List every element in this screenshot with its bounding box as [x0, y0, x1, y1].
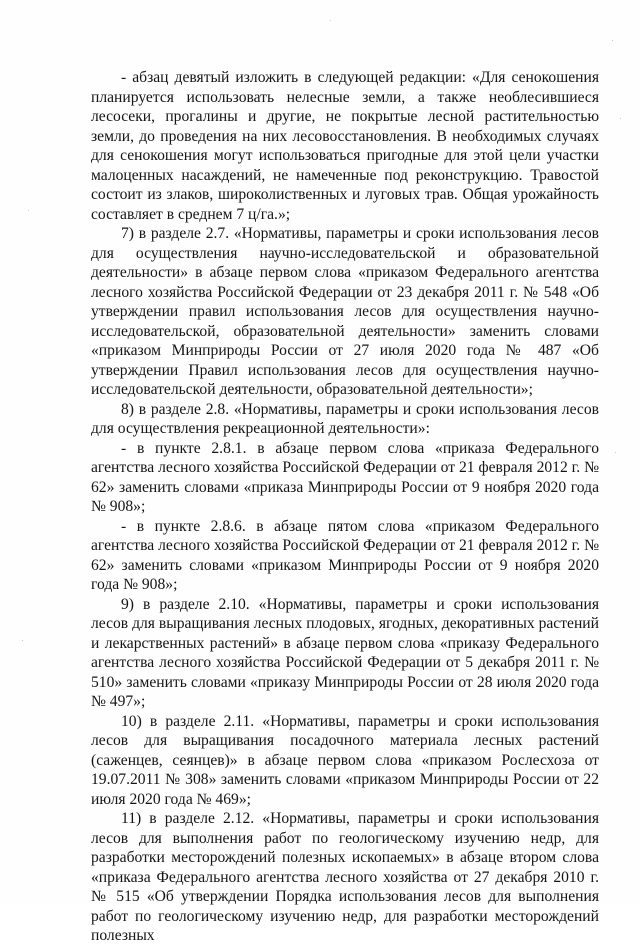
document-body: [91, 68, 599, 946]
scan-speck: [612, 40, 613, 41]
scan-speck: [28, 210, 29, 211]
paragraph-clause-2-8-6: - в пункте 2.8.6. в абзаце пятом слова «приказом Федерального агентства лесного хозяйства Российской Федерации от 21 февраля 2012 г. № 62» заменить словами «приказом Минприроды России от 9 ноября 2020 года № 908»;: [91, 517, 599, 593]
paragraph-item-11-section-2-12: 11) в разделе 2.12. «Нормативы, параметры и сроки использования лесов для выполнения работ по геологическому изучению недр, для разработки месторождений полезных ископаемых» в абзаце втором слова «приказа Федерального агентства лесного хозяйства от 27 декабря 2010 г. № 515 «Об утверждении Порядка использования лесов для выполнения работ по геологическому изучению недр, для разработки месторождений полезных: [91, 810, 599, 944]
paragraph-item-7-section-2-7: 7) в разделе 2.7. «Нормативы, параметры и сроки использования лесов для осуществления научно-исследовательской и образовательной деятельности» в абзаце первом слова «приказом Федерального агентства лесного хозяйства Российской Федерации от 23 декабря 2011 г. № 548 «Об утверждении правил использования лесов для осуществления научно-исследовательской, образовательной деятельности» заменить словами «приказом Минприроды России от 27 июля 2020 года № 487 «Об утверждении Правил использования лесов для осуществления научно-исследовательской деятельности, образовательной деятельности»;: [91, 225, 599, 398]
paragraph-clause-2-8-1: - в пункте 2.8.1. в абзаце первом слова «приказа Федерального агентства лесного хозяйства Российской Федерации от 21 февраля 2012 г. № 62» заменить словами «приказа Минприроды России от 9 ноября 2020 года № 908»;: [91, 439, 599, 515]
scan-speck: [22, 640, 23, 641]
scan-speck: [620, 118, 621, 119]
paragraph-hay-mowing-amendment: - абзац девятый изложить в следующей редакции: «Для сенокошения планируется использовать нелесные земли, а также необлесившиеся лесосеки, прогалины и другие, не покрытые лесной растительностью земли, до проведения на них лесовосстановления. В необходимых случаях для сенокошения могут использоваться пригодные для этой цели участки малоценных насаждений, не намеченные под реконструкцию. Травостой состоит из злаков, широколиственных и луговых трав. Общая урожайность составляет в среднем 7 ц/га.»;: [91, 69, 599, 223]
paragraph-item-10-section-2-11: 10) в разделе 2.11. «Нормативы, параметры и сроки использования лесов для выращивания посадочного материала лесных растений (саженцев, сеянцев)» в абзаце первом слова «приказом Рослесхоза от 19.07.2011 № 308» заменить словами «приказом Минприроды России от 22 июля 2020 года № 469»;: [91, 712, 599, 808]
scan-speck: [615, 452, 616, 453]
paragraph-item-9-section-2-10: 9) в разделе 2.10. «Нормативы, параметры и сроки использования лесов для выращивания лесных плодовых, ягодных, декоративных растений и лекарственных растений» в абзаце первом слова «приказу Федерального агентства лесного хозяйства Российской Федерации от 5 декабря 2011 г. № 510» заменить словами «приказу Минприроды России от 28 июля 2020 года № 497»;: [91, 595, 599, 710]
scan-speck: [330, 20, 331, 21]
paragraph-item-8-section-2-8: 8) в разделе 2.8. «Нормативы, параметры и сроки использования лесов для осуществления рекреационной деятельности»:: [91, 400, 599, 437]
